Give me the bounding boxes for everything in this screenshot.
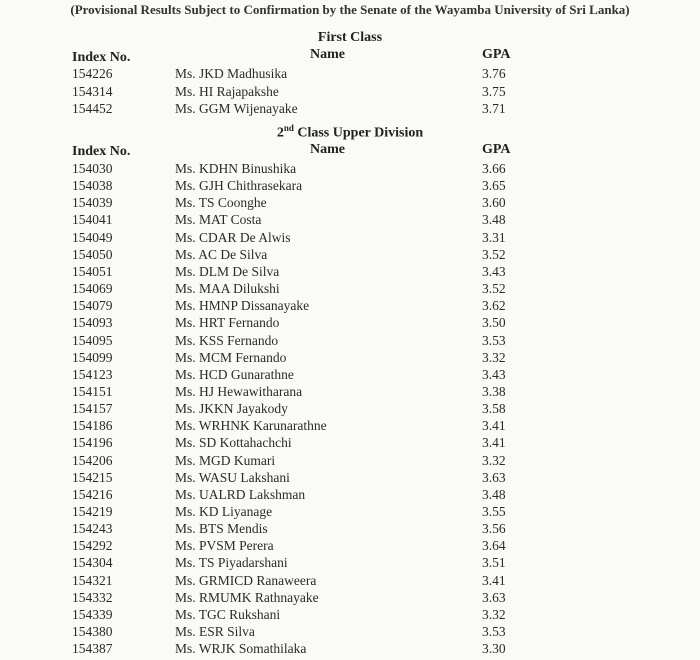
first-class-title: First Class — [317, 30, 383, 45]
gpa-cell: 3.58 — [482, 401, 506, 417]
table-row — [0, 247, 700, 264]
name-cell: Ms. JKKN Jayakody — [175, 401, 288, 417]
name-cell: Ms. GGM Wijenayake — [175, 101, 298, 116]
first-class-col-gpa: GPA — [482, 47, 511, 62]
table-row — [0, 555, 700, 572]
gpa-cell: 3.41 — [482, 418, 506, 434]
table-row — [0, 641, 700, 658]
gpa-cell: 3.30 — [482, 641, 506, 657]
table-row — [0, 435, 700, 452]
gpa-cell: 3.75 — [482, 83, 506, 99]
index-cell: 154069 — [72, 281, 113, 297]
gpa-cell: 3.65 — [482, 178, 506, 194]
gpa-cell: 3.53 — [482, 624, 506, 640]
name-cell: Ms. TS Piyadarshani — [175, 555, 288, 571]
table-row — [0, 195, 700, 212]
gpa-cell: 3.55 — [482, 504, 506, 519]
name-cell: Ms. HJ Hewawitharana — [175, 383, 303, 399]
name-cell: Ms. WASU Lakshani — [175, 469, 290, 485]
table-row — [0, 281, 700, 298]
index-cell: 154050 — [72, 246, 113, 262]
table-row — [0, 298, 700, 315]
index-cell: 154079 — [72, 298, 113, 314]
second-upper-title-prefix: 2 — [276, 125, 284, 141]
table-row — [0, 84, 700, 101]
table-row — [0, 504, 700, 521]
name-cell: Ms. SD Kottahachchi — [175, 435, 292, 451]
name-cell: Ms. GJH Chithrasekara — [175, 178, 303, 194]
table-row — [0, 573, 700, 590]
name-cell: Ms. DLM De Silva — [175, 263, 280, 279]
name-cell: Ms. KD Liyanage — [175, 504, 273, 519]
gpa-cell: 3.63 — [482, 589, 506, 605]
table-row — [0, 590, 700, 607]
index-cell: 154339 — [72, 606, 113, 622]
index-cell: 154380 — [72, 624, 113, 640]
index-cell: 154157 — [72, 401, 113, 417]
second-upper-col-name: Name — [310, 142, 345, 157]
name-cell: Ms. HCD Gunarathne — [175, 366, 294, 382]
gpa-cell: 3.41 — [482, 435, 506, 451]
gpa-cell: 3.38 — [482, 383, 506, 399]
gpa-cell: 3.43 — [482, 366, 506, 382]
name-cell: Ms. CDAR De Alwis — [175, 229, 291, 245]
index-cell: 154219 — [72, 504, 113, 519]
table-row — [0, 624, 700, 641]
index-cell: 154321 — [72, 572, 113, 588]
index-cell: 154387 — [72, 641, 113, 657]
first-class-col-name: Name — [310, 47, 345, 62]
index-cell: 154243 — [72, 521, 113, 537]
second-upper-col-gpa: GPA — [482, 142, 511, 157]
table-row — [0, 418, 700, 435]
gpa-cell: 3.43 — [482, 263, 506, 279]
index-cell: 154123 — [72, 366, 113, 382]
index-cell: 154216 — [72, 486, 113, 502]
table-row — [0, 101, 700, 118]
name-cell: Ms. JKD Madhusika — [175, 66, 288, 81]
index-cell: 154304 — [72, 555, 113, 571]
table-row — [0, 538, 700, 555]
gpa-cell: 3.52 — [482, 246, 506, 262]
name-cell: Ms. UALRD Lakshman — [175, 486, 306, 502]
name-cell: Ms. TS Coonghe — [175, 195, 267, 211]
gpa-cell: 3.53 — [482, 332, 506, 348]
name-cell: Ms. MAA Dilukshi — [175, 281, 280, 297]
gpa-cell: 3.32 — [482, 349, 506, 365]
gpa-cell: 3.48 — [482, 486, 506, 502]
index-cell: 154099 — [72, 349, 113, 365]
gpa-cell: 3.76 — [482, 66, 506, 81]
name-cell: Ms. TGC Rukshani — [175, 606, 281, 622]
table-row — [0, 230, 700, 247]
index-cell: 154452 — [72, 101, 113, 116]
table-row — [0, 350, 700, 367]
second-upper-title — [0, 123, 700, 142]
gpa-cell: 3.63 — [482, 469, 506, 485]
name-cell: Ms. KSS Fernando — [175, 332, 279, 348]
name-cell: Ms. KDHN Binushika — [175, 161, 297, 176]
second-upper-title-rest: Class Upper Division — [293, 125, 424, 141]
index-cell: 154206 — [72, 452, 113, 468]
name-cell: Ms. BTS Mendis — [175, 521, 268, 537]
gpa-cell: 3.60 — [482, 195, 506, 211]
index-cell: 154093 — [72, 315, 113, 331]
table-row — [0, 367, 700, 384]
second-upper-col-index: Index No. — [72, 144, 131, 159]
name-cell: Ms. MAT Costa — [175, 212, 262, 228]
gpa-cell: 3.66 — [482, 161, 506, 176]
gpa-cell: 3.56 — [482, 521, 506, 537]
index-cell: 154196 — [72, 435, 113, 451]
table-row — [0, 384, 700, 401]
table-row — [0, 178, 700, 195]
name-cell: Ms. RMUMK Rathnayake — [175, 589, 319, 605]
index-cell: 154051 — [72, 263, 113, 279]
name-cell: Ms. AC De Silva — [175, 246, 268, 262]
gpa-cell: 3.48 — [482, 212, 506, 228]
index-cell: 154186 — [72, 418, 113, 434]
name-cell: Ms. GRMICD Ranaweera — [175, 572, 317, 588]
table-row — [0, 161, 700, 178]
table-row — [0, 333, 700, 350]
table-row — [0, 453, 700, 470]
index-cell: 154095 — [72, 332, 113, 348]
gpa-cell: 3.62 — [482, 298, 506, 314]
name-cell: Ms. MCM Fernando — [175, 349, 287, 365]
index-cell: 154041 — [72, 212, 113, 228]
table-row — [0, 264, 700, 281]
table-row — [0, 470, 700, 487]
name-cell: Ms. ESR Silva — [175, 624, 255, 640]
index-cell: 154314 — [72, 83, 113, 99]
index-cell: 154049 — [72, 229, 113, 245]
index-cell: 154292 — [72, 538, 113, 554]
gpa-cell: 3.51 — [482, 555, 506, 571]
gpa-cell: 3.64 — [482, 538, 506, 554]
gpa-cell: 3.32 — [482, 452, 506, 468]
table-row — [0, 607, 700, 624]
index-cell: 154332 — [72, 589, 113, 605]
name-cell: Ms. HMNP Dissanayake — [175, 298, 310, 314]
index-cell: 154215 — [72, 469, 113, 485]
table-row — [0, 212, 700, 229]
table-row — [0, 487, 700, 504]
name-cell: Ms. MGD Kumari — [175, 452, 276, 468]
name-cell: Ms. WRJK Somathilaka — [175, 641, 307, 657]
gpa-cell: 3.50 — [482, 315, 506, 331]
provisional-note: (Provisional Results Subject to Confirmation by the Senate of the Wayamba University of Sri Lanka) — [70, 2, 630, 17]
index-cell: 154151 — [72, 383, 113, 399]
gpa-cell: 3.41 — [482, 572, 506, 588]
table-row — [0, 521, 700, 538]
name-cell: Ms. PVSM Perera — [175, 538, 274, 554]
first-class-col-index: Index No. — [72, 50, 131, 65]
table-row — [0, 401, 700, 418]
name-cell: Ms. WRHNK Karunarathne — [175, 418, 327, 434]
gpa-cell: 3.52 — [482, 281, 506, 297]
table-row — [0, 66, 700, 83]
index-cell: 154226 — [72, 66, 113, 81]
second-upper-title-sup: nd — [283, 123, 294, 133]
gpa-cell: 3.71 — [482, 101, 506, 116]
table-row — [0, 315, 700, 332]
index-cell: 154039 — [72, 195, 113, 211]
name-cell: Ms. HRT Fernando — [175, 315, 280, 331]
gpa-cell: 3.32 — [482, 606, 506, 622]
gpa-cell: 3.31 — [482, 229, 506, 245]
index-cell: 154030 — [72, 161, 113, 176]
index-cell: 154038 — [72, 178, 113, 194]
name-cell: Ms. HI Rajapakshe — [175, 83, 279, 99]
